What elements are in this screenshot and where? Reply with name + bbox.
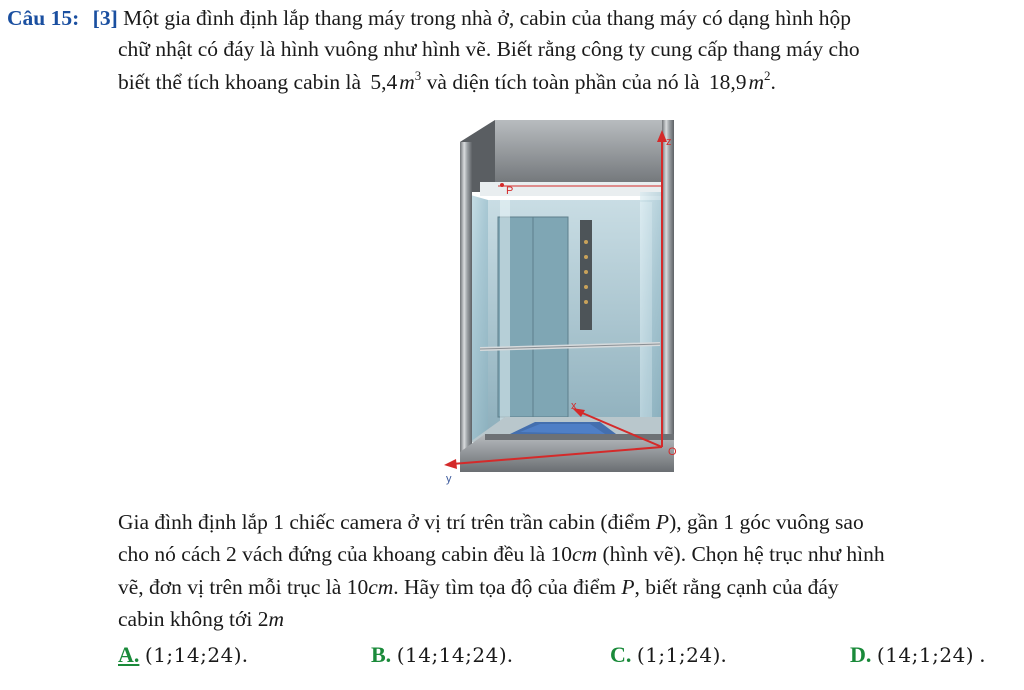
cabin-right-pillar <box>662 120 674 460</box>
body-line-2a: cho nó cách 2 vách đứng của khoang cabin đều là <box>118 542 546 566</box>
body-line-3 <box>118 573 839 601</box>
body-line-3c: , biết rằng cạnh của đáy <box>634 575 839 599</box>
option-d-label: D. <box>850 642 872 667</box>
body-distance-unit: cm <box>572 542 598 566</box>
elevator-illustration <box>440 112 775 502</box>
label-z: z <box>666 136 672 148</box>
volume-value: 5,4 <box>370 70 398 94</box>
body-unit-value: 10 <box>346 575 369 599</box>
option-a-label: A. <box>118 642 140 667</box>
label-p: P <box>506 185 514 197</box>
option-d-value: (14;1;24) <box>876 643 975 667</box>
body-limit-unit: m <box>268 607 285 631</box>
option-c-end: . <box>720 642 727 667</box>
body-distance-value: 10 <box>550 542 573 566</box>
label-x: x <box>571 400 577 412</box>
cabin-left-pillar <box>460 142 472 462</box>
option-a-value: (1;14;24) <box>144 643 243 667</box>
option-c-label: C. <box>610 642 632 667</box>
y-axis-arrow <box>444 459 457 469</box>
body-line-3a: vẽ, đơn vị trên mỗi trục là <box>118 575 342 599</box>
intro-line-3-end: . <box>770 70 776 94</box>
body-unit-unit: cm <box>368 575 394 599</box>
intro-line-1: Một gia đình định lắp thang máy trong nhà ở, cabin của thang máy có dạng hình hộp <box>123 6 851 30</box>
question-line-3 <box>118 68 776 96</box>
body-line-3b: . Hãy tìm tọa độ của điểm <box>393 575 616 599</box>
intro-line-3a: biết thể tích khoang cabin là <box>118 70 361 94</box>
option-b-label: B. <box>371 642 392 667</box>
question-level: [3] <box>92 6 118 30</box>
label-o: O <box>668 446 677 458</box>
volume-exponent: 3 <box>414 68 422 83</box>
option-b-value: (14;14;24) <box>396 643 508 667</box>
option-c-value: (1;1;24) <box>636 643 721 667</box>
body-limit-value: 2 <box>257 607 269 631</box>
body-point-p-2: P <box>621 575 635 599</box>
question-line-2 <box>118 35 860 63</box>
body-line-4a: cabin không tới <box>118 607 253 631</box>
area-unit: m <box>748 70 765 94</box>
body-point-p-1: P <box>655 510 670 534</box>
body-line-1 <box>118 508 864 536</box>
intro-line-2: chữ nhật có đáy là hình vuông như hình vẽ. Biết rằng công ty cung cấp thang máy cho <box>118 37 860 61</box>
option-b-end: . <box>507 642 513 667</box>
option-c[interactable] <box>610 640 726 670</box>
body-line-1a: Gia đình định lắp 1 chiếc camera ở vị trí trên trần cabin (điểm <box>118 510 651 534</box>
option-a[interactable] <box>118 640 248 670</box>
body-line-4 <box>118 605 284 633</box>
question-line-1 <box>7 4 851 32</box>
volume-unit: m <box>399 70 415 94</box>
area-exponent: 2 <box>764 68 771 83</box>
area-value: 18,9 <box>708 70 747 94</box>
elevator-figure <box>440 112 775 502</box>
body-line-1b: ), gần 1 góc vuông sao <box>669 510 864 534</box>
label-y: y <box>446 473 452 485</box>
question-number: Câu 15: <box>7 6 80 30</box>
body-line-2b: (hình vẽ). Chọn hệ trục như hình <box>602 542 885 566</box>
intro-line-3b: và diện tích toàn phần của nó là <box>426 70 700 94</box>
option-d-end: . <box>974 642 986 667</box>
option-b[interactable] <box>371 640 513 670</box>
option-d[interactable] <box>850 640 985 670</box>
option-a-end: . <box>242 642 248 667</box>
point-p <box>500 183 504 187</box>
body-line-2 <box>118 540 885 568</box>
